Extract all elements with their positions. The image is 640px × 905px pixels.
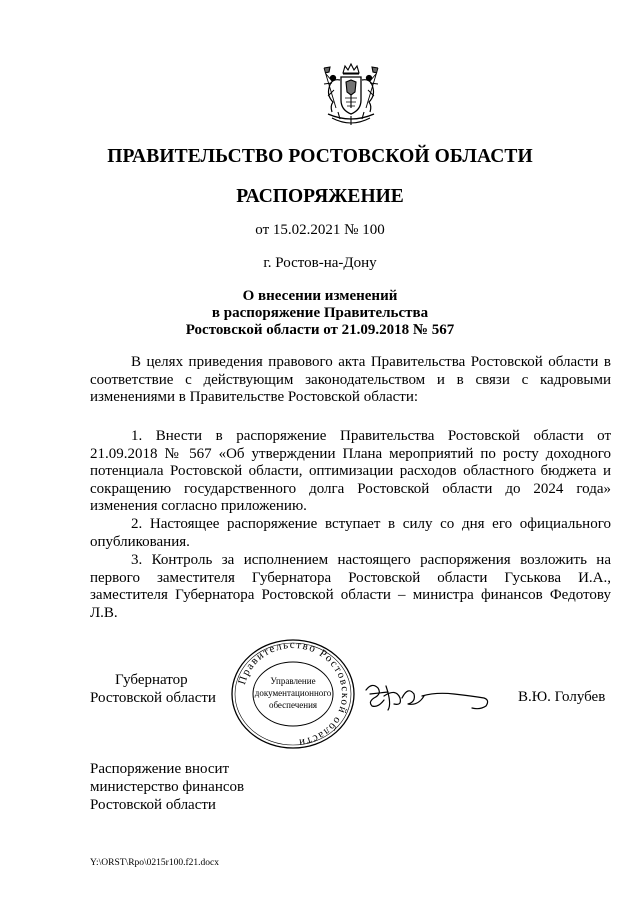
- clause-1-paragraph: 1. Внести в распоряжение Правительства Ростовской области от 21.09.2018 № 567 «Об утверждении Плана мероприятий по росту доходного потенциала Ростовской области, оптимизации расходов областного бюджета и сокращению государственного долга Ростовской области до 2024 года» изменения согласно приложению.: [90, 428, 611, 515]
- signer-title-line: Ростовской области: [90, 690, 216, 706]
- signer-title: [90, 671, 230, 707]
- handwritten-signature-icon: [362, 678, 494, 714]
- introduced-by-line: Ростовской области: [90, 797, 216, 813]
- organization-title: ПРАВИТЕЛЬСТВО РОСТОВСКОЙ ОБЛАСТИ: [107, 146, 533, 167]
- seal-ring-text: Правительство Ростовской области: [236, 638, 352, 749]
- subject-line: в распоряжение Правительства: [211, 305, 429, 321]
- file-path: Y:\ORST\Rpo\0215r100.f21.docx: [90, 858, 219, 868]
- document-type: РАСПОРЯЖЕНИЕ: [236, 186, 404, 207]
- document-subject: [0, 288, 640, 339]
- clause-3-paragraph: 3. Контроль за исполнением настоящего распоряжения возложить на первого заместителя Губернатора Ростовской области Гуськова И.А., заместителя Губернатора Ростовской области – министра финансов Федотову Л.В.: [90, 552, 611, 621]
- preamble-paragraph: В целях приведения правового акта Правительства Ростовской области в соответствие с действующим законодательством и в связи с кадровыми изменениями в Правительстве Ростовской области:: [90, 354, 611, 406]
- clause-2-paragraph: 2. Настоящее распоряжение вступает в силу со дня его официального опубликования.: [90, 516, 611, 550]
- introduced-by-line: Распоряжение вносит: [90, 761, 230, 777]
- document-city: г. Ростов-на-Дону: [263, 255, 377, 271]
- seal-center-line: Управление: [270, 676, 316, 686]
- rostov-oblast-coat-of-arms-icon: [318, 62, 384, 130]
- signer-title-line: Губернатор: [115, 672, 188, 688]
- introduced-by: [90, 760, 244, 814]
- official-seal-icon: [225, 636, 361, 752]
- introduced-by-line: министерство финансов: [90, 779, 245, 795]
- document-date-number: от 15.02.2021 № 100: [255, 222, 385, 238]
- seal-center-line: обеспечения: [268, 700, 318, 710]
- signer-name: В.Ю. Голубев: [518, 689, 606, 705]
- seal-center-line: документационного: [254, 688, 332, 698]
- subject-line: О внесении изменений: [242, 288, 398, 304]
- subject-line: Ростовской области от 21.09.2018 № 567: [185, 322, 455, 338]
